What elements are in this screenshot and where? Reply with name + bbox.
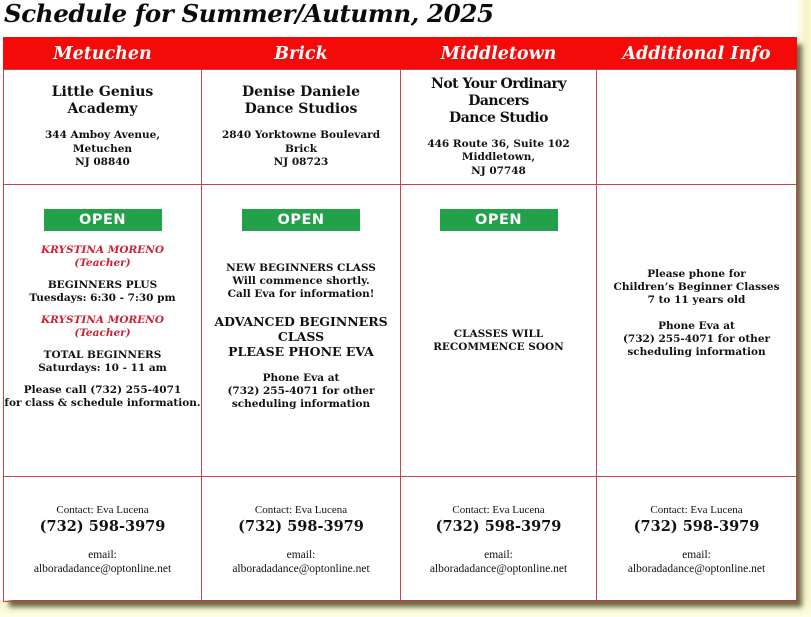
class-info-metuchen [4,185,202,477]
venue-name: Denise Daniele Dance Studios [241,84,361,118]
contact-cell-brick [202,477,401,602]
new-class-note: Will commence shortly. [232,275,370,287]
class-info-brick [202,185,401,477]
schedule-table [3,37,797,602]
email-label: email: [682,549,711,561]
email-link[interactable]: alboradadance@optonline.net [429,563,568,575]
contact-phone[interactable]: (732) 598-3979 [39,518,166,535]
contact-cell-additional [597,477,797,602]
column-header-additional-info: Additional Info [597,38,797,70]
class-name: TOTAL BEGINNERS [43,349,162,361]
column-header-brick: Brick [202,38,401,70]
teacher-role: (Teacher) [74,327,131,339]
recommence-note: RECOMMENCE SOON [433,341,564,353]
venue-cell-middletown [401,70,597,185]
contact-label: Contact: Eva Lucena [56,504,149,516]
new-class-title: NEW BEGINNERS CLASS [226,262,376,274]
class-info-middletown [401,185,597,477]
page-background-bottom [0,600,811,617]
recommence-note: CLASSES WILL [453,328,544,340]
contact-label: Contact: Eva Lucena [650,504,743,516]
contact-phone[interactable]: (732) 598-3979 [238,518,364,535]
contact-label: Contact: Eva Lucena [452,504,545,516]
contact-phone[interactable]: (732) 598-3979 [435,518,562,535]
venue-row [4,70,797,185]
email-link[interactable]: alboradadance@optonline.net [33,563,172,575]
venue-cell-additional-info [597,70,797,185]
phone-note: Phone Eva at [658,320,735,332]
open-status-badge: OPEN [242,209,360,231]
children-class-note: Please phone for [647,268,746,280]
email-label: email: [484,549,513,561]
header-row [4,38,797,70]
venue-address: 344 Amboy Avenue, Metuchen NJ 08840 [44,129,161,169]
new-class-note: Call Eva for information! [227,288,375,300]
class-name: BEGINNERS PLUS [47,279,158,291]
email-label: email: [286,549,316,561]
email-link[interactable]: alboradadance@optonline.net [232,563,370,575]
phone-note: (732) 255-4071 for other [227,385,375,397]
teacher-name: KRYSTINA MORENO [41,244,164,256]
class-info-additional [597,185,797,477]
email-label: email: [88,549,117,561]
venue-name: Not Your Ordinary Dancers Dance Studio [431,75,566,126]
column-header-middletown: Middletown [401,38,597,70]
contact-label: Contact: Eva Lucena [254,504,348,516]
children-class-note: 7 to 11 years old [647,294,746,306]
schedule-table-container [3,37,796,600]
venue-address: 2840 Yorktowne Boulevard Brick NJ 08723 [221,129,381,169]
teacher-role: (Teacher) [74,257,131,269]
class-time: Tuesdays: 6:30 - 7:30 pm [29,292,176,304]
phone-note: (732) 255-4071 for other [622,333,771,345]
advanced-class-title: CLASS [277,329,325,344]
venue-cell-metuchen [4,70,202,185]
open-status-badge: OPEN [44,209,162,231]
teacher-name: KRYSTINA MORENO [41,314,164,326]
venue-name: Little Genius Academy [51,84,154,118]
class-info-row [4,185,797,477]
email-link[interactable]: alboradadance@optonline.net [627,563,766,575]
call-note: for class & schedule information. [4,397,201,409]
column-header-metuchen: Metuchen [4,38,202,70]
phone-note: scheduling information [627,346,766,358]
class-time: Saturdays: 10 - 11 am [38,362,167,374]
contact-row [4,477,797,602]
phone-note: scheduling information [231,398,371,410]
venue-address: 446 Route 36, Suite 102 Middletown, NJ 07748 [427,137,570,177]
advanced-class-title: ADVANCED BEGINNERS [214,314,388,329]
contact-cell-middletown [401,477,597,602]
call-note: Please call (732) 255-4071 [23,384,182,396]
page-title: Schedule for Summer/Autumn, 2025 [4,0,494,28]
phone-note: Phone Eva at [262,372,340,384]
advanced-class-note: PLEASE PHONE EVA [228,344,374,359]
open-status-badge: OPEN [440,209,558,231]
contact-cell-metuchen [4,477,202,602]
contact-phone[interactable]: (732) 598-3979 [633,518,760,535]
venue-cell-brick [202,70,401,185]
children-class-note: Children’s Beginner Classes [613,281,780,293]
